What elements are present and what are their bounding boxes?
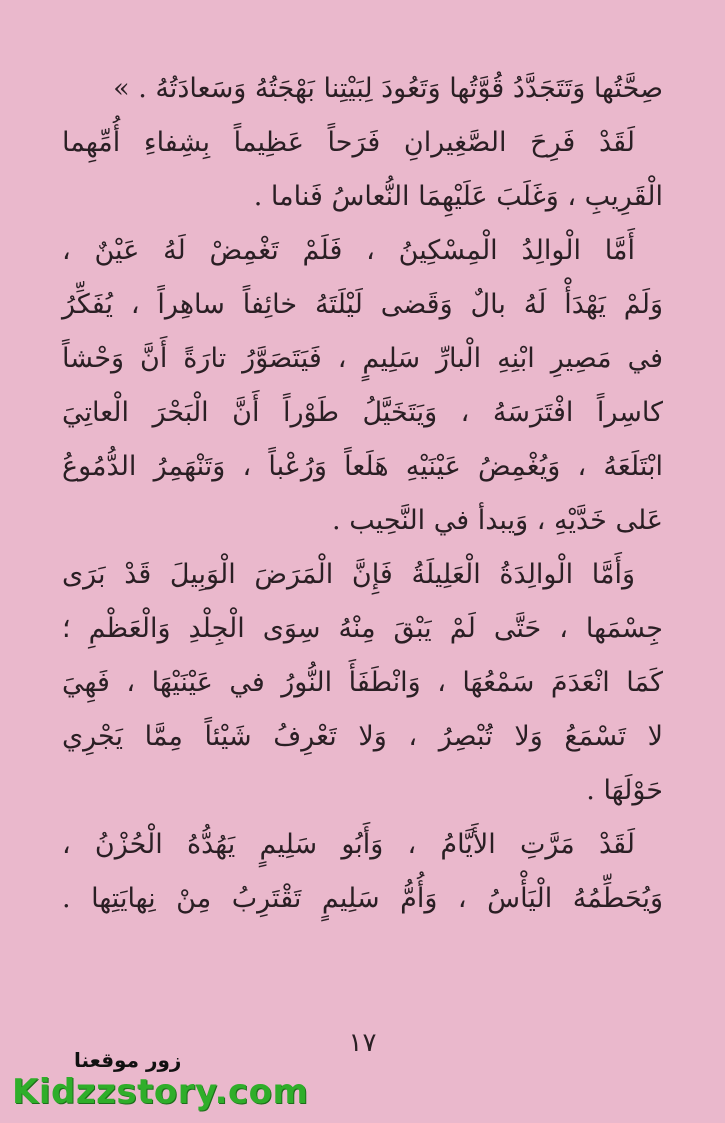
text-line: عَلى خَدَّيْهِ ، وَيبدأ في النَّحِيب . (332, 505, 663, 536)
text-line: لَقَدْ مَرَّتِ الأَيَّامُ ، وَأَبُو سَلِيمٍ يَهُدُّهُ الْحُزْنُ ، (62, 829, 635, 860)
text-line: كَمَا انْعَدَمَ سَمْعُهَا ، وَانْطَفَأَ النُّورُ في عَيْنَيْهَا ، فَهِيَ (62, 667, 663, 698)
text-line: وَلَمْ يَهْدَأْ لَهُ بالٌ وَقَضى لَيْلَتَهُ خائِفاً ساهِراً ، يُفَكِّرُ (62, 289, 663, 320)
text-line: وَأَمَّا الْوالِدَةُ الْعَلِيلَةُ فَإِنَّ الْمَرَضَ الْوَبِيلَ قَدْ بَرَى (62, 559, 635, 590)
watermark-site-name: Kidzzstory.com (12, 1072, 309, 1112)
text-line: صِحَّتُها وَتَتَجَدَّدُ قُوَّتُها وَتَعُودَ لِبَيْتِنا بَهْجَتُهُ وَسَعادَتُهُ . » (113, 73, 663, 104)
text-line: ابْتَلَعَهُ ، وَيُغْمِضُ عَيْنَيْهِ هَلَعاً وَرُعْباً ، وَتَنْهَمِرُ الدُّمُوعُ (62, 451, 663, 482)
text-line: أَمَّا الْوالِدُ الْمِسْكِينُ ، فَلَمْ تَغْمِضْ لَهُ عَيْنٌ ، (62, 235, 635, 266)
page-number: ١٧ (348, 1028, 377, 1058)
text-line: لَقَدْ فَرِحَ الصَّغِيرانِ فَرَحاً عَظِيماً بِشِفاءِ أُمِّهِما (62, 127, 635, 158)
text-line: الْقَرِيبِ ، وَغَلَبَ عَلَيْهِمَا النُّعاسُ فَناما . (253, 181, 663, 212)
text-line: جِسْمَها ، حَتَّى لَمْ يَبْقَ مِنْهُ سِوَى الْجِلْدِ وَالْعَظْمِ ؛ (62, 613, 663, 644)
text-line: لا تَسْمَعُ وَلا تُبْصِرُ ، وَلا تَعْرِفُ شَيْئاً مِمَّا يَجْرِي (62, 721, 663, 752)
text-line: حَوْلَهَا . (586, 775, 663, 806)
watermark-arabic-text: زور موقعنا (74, 1048, 182, 1072)
site-watermark (12, 1048, 309, 1118)
text-line: في مَصِيرِ ابْنِهِ الْبارِّ سَلِيمٍ ، فَيَتَصَوَّرُ تارَةً أَنَّ وَحْشاً (62, 343, 663, 374)
text-line: وَيُحَطِّمُهُ الْيَأْسُ ، وَأُمُّ سَلِيمٍ تَقْتَرِبُ مِنْ نِهايَتِها . (62, 883, 663, 914)
text-line: كاسِراً افْتَرَسَهُ ، وَيَتَخَيَّلُ طَوْراً أَنَّ الْبَحْرَ الْعاتِيَ (62, 397, 663, 428)
story-text (62, 62, 663, 926)
